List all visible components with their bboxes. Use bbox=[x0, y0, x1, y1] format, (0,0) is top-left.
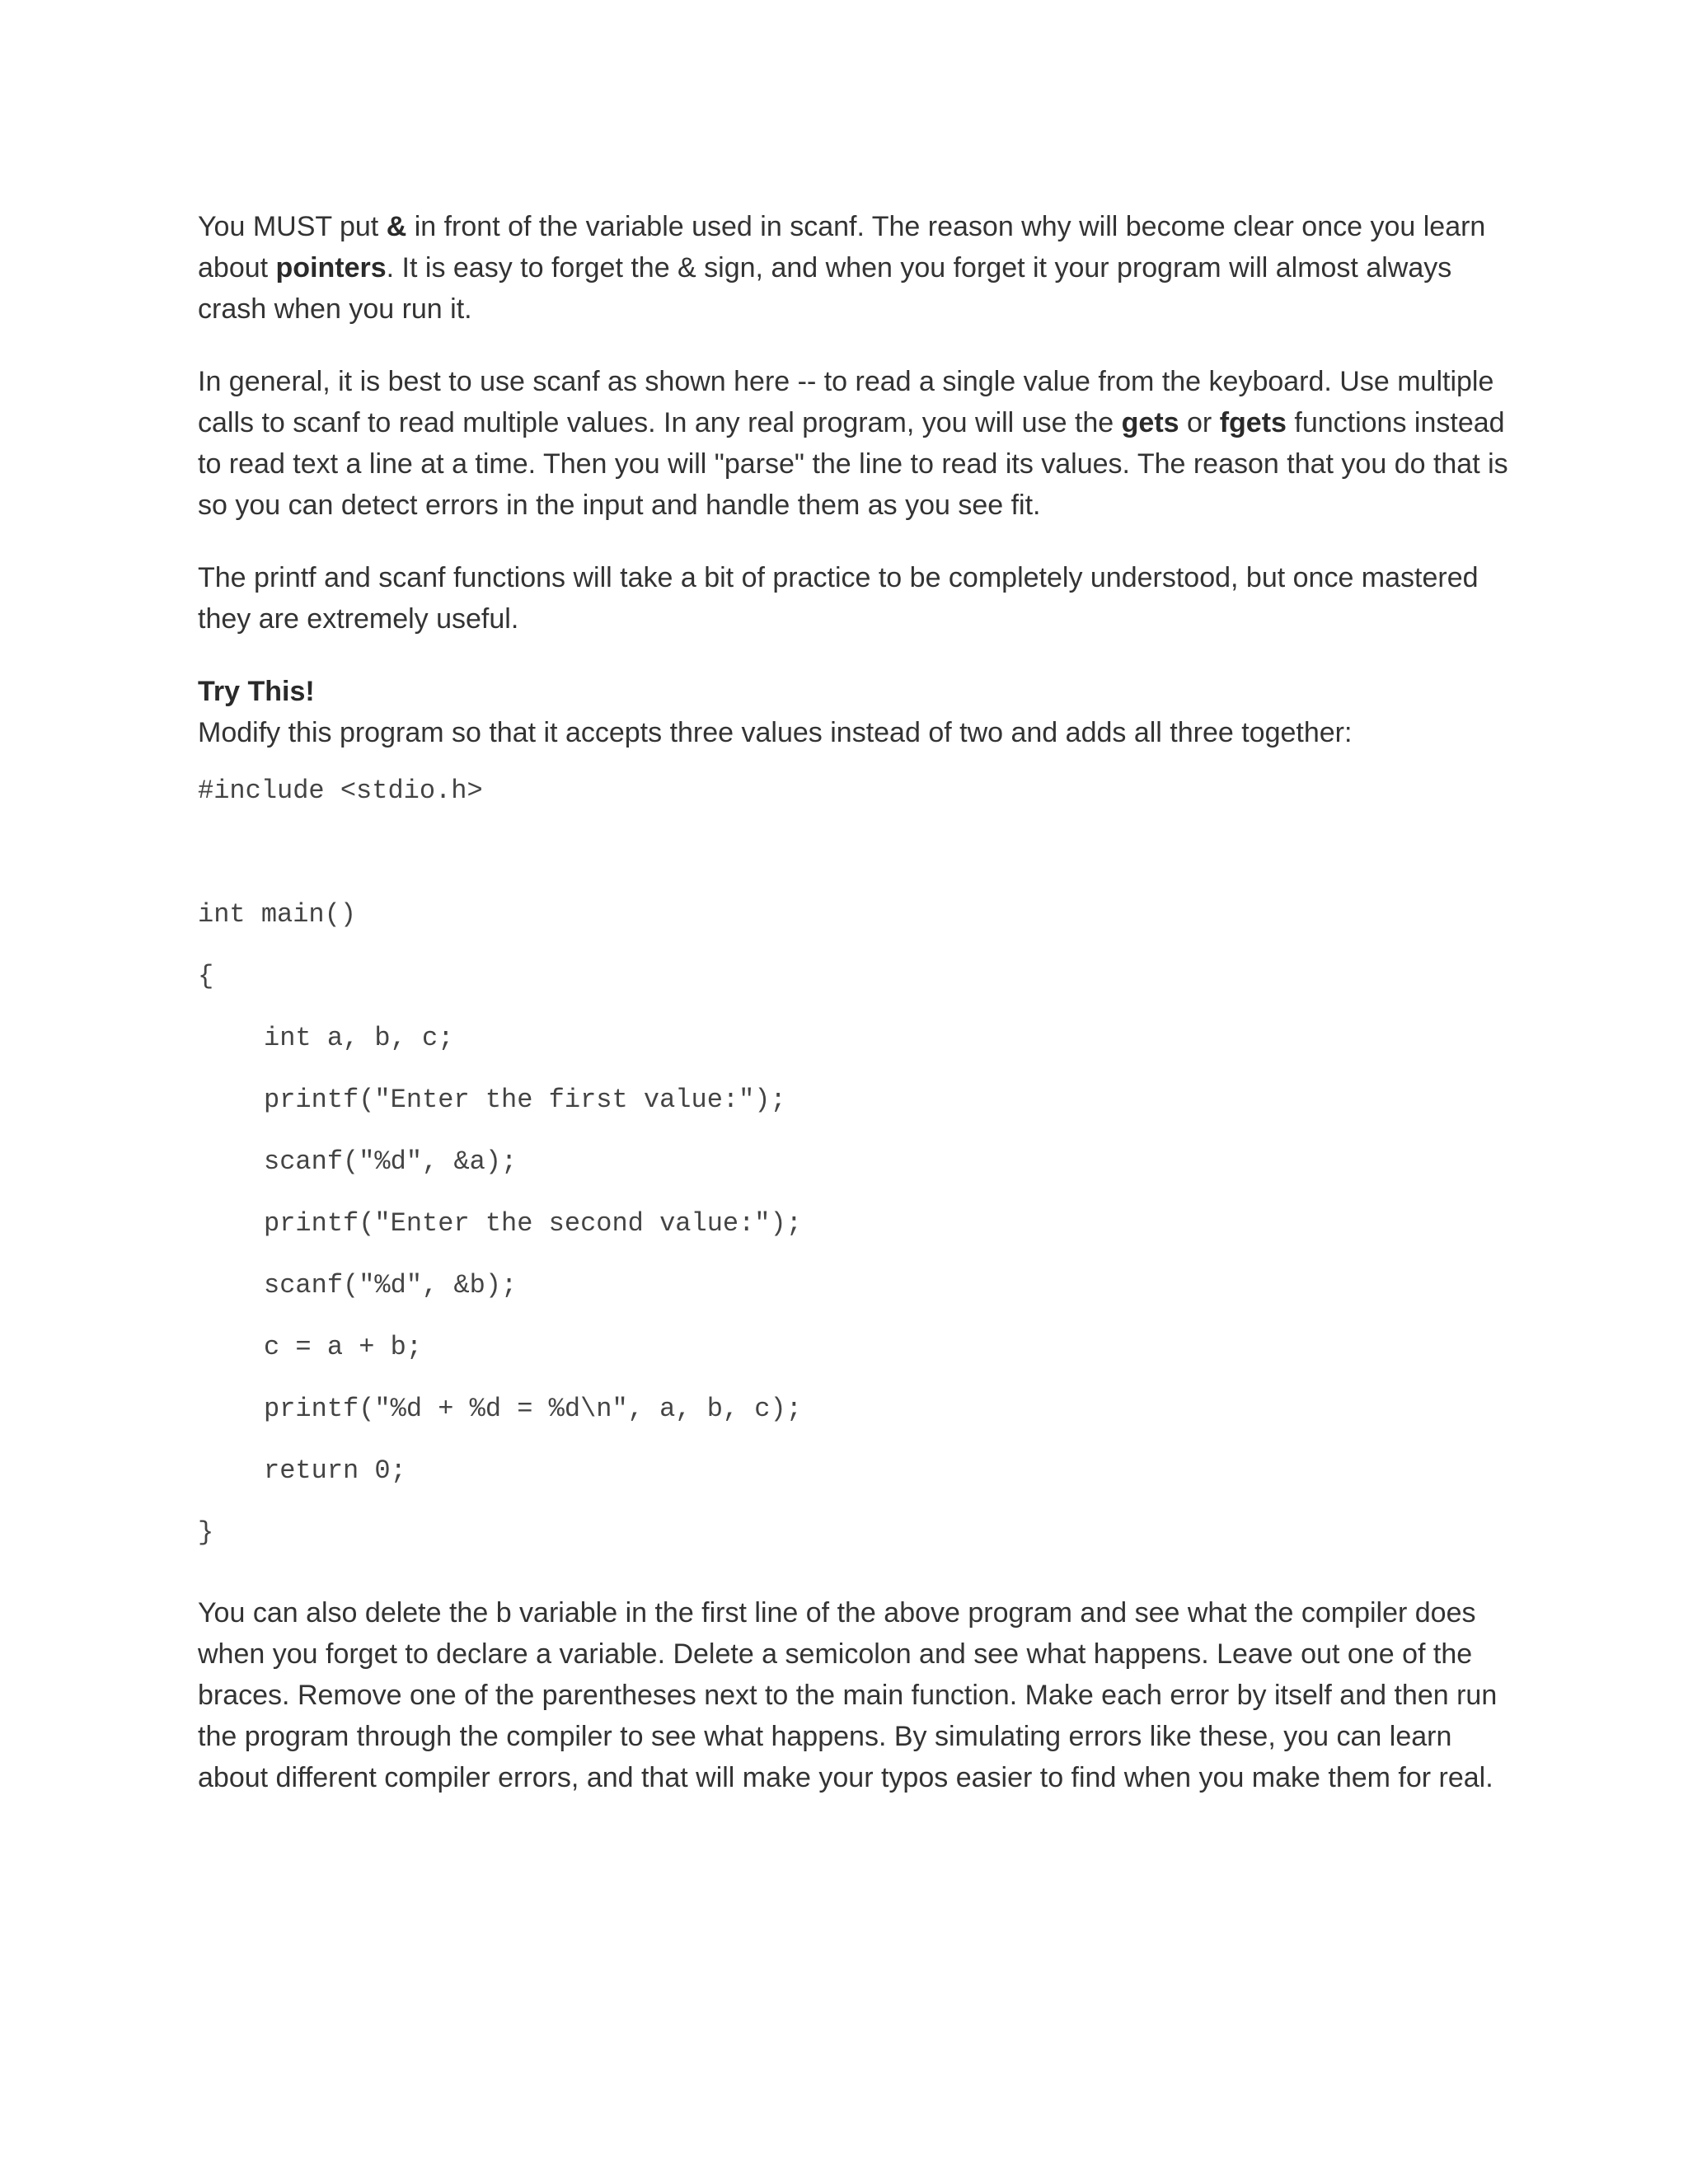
paragraph-scanf-usage bbox=[198, 361, 1508, 526]
code-line: scanf("%d", &b); bbox=[264, 1270, 518, 1301]
paragraph-scanf-ampersand bbox=[198, 206, 1508, 330]
code-line: printf("Enter the first value:"); bbox=[264, 1085, 786, 1115]
code-blank-line bbox=[198, 838, 1508, 900]
text: . It is easy to forget the & sign, and when you forget it your program will almost always crash when you run it. bbox=[198, 252, 1452, 325]
code-line: scanf("%d", &a); bbox=[264, 1146, 518, 1177]
bold-ampersand: & bbox=[386, 211, 407, 242]
code-line: int a, b, c; bbox=[264, 1023, 454, 1053]
code-line-main: int main() bbox=[198, 899, 357, 930]
try-this-description: Modify this program so that it accepts three values instead of two and adds all three together: bbox=[198, 717, 1353, 748]
code-line: return 0; bbox=[264, 1455, 406, 1486]
text: in front of the variable used in scanf. The reason why will become clear once you learn about bbox=[198, 211, 1486, 284]
text: functions instead to read text a line at a time. Then you will "parse" the line to read its values. The reason that you do that is so you can detect errors in the input and handle them as you see fit. bbox=[198, 407, 1508, 521]
text: or bbox=[1179, 407, 1220, 438]
code-line: printf("Enter the second value:"); bbox=[264, 1208, 802, 1239]
paragraph-practice: The printf and scanf functions will take a bit of practice to be completely understood, but once mastered they are extremely useful. bbox=[198, 562, 1479, 635]
code-block bbox=[198, 776, 1508, 1551]
paragraph-simulate-errors: You can also delete the b variable in the first line of the above program and see what the compiler does when you forget to declare a variable. Delete a semicolon and see what happens. Leave out one of the braces. Remove one of the parentheses next to the main function. Make each error by itself and then run the program through the compiler to see what happens. By simulating errors like these, you can learn about different compiler errors, and that will make your typos easier to find when you make them for real. bbox=[198, 1597, 1498, 1793]
bold-gets: gets bbox=[1121, 407, 1179, 438]
code-line: printf("%d + %d = %d\n", a, b, c); bbox=[264, 1394, 802, 1424]
document-page bbox=[198, 206, 1508, 1830]
code-line-include: #include <stdio.h> bbox=[198, 776, 483, 806]
bold-fgets: fgets bbox=[1219, 407, 1287, 438]
code-line-close-brace: } bbox=[198, 1517, 214, 1548]
text: You MUST put bbox=[198, 211, 387, 242]
code-line: c = a + b; bbox=[264, 1332, 423, 1362]
text: In general, it is best to use scanf as shown here -- to read a single value from the keyboard. Use multiple calls to scanf to read multiple values. In any real program, you will use the bbox=[198, 366, 1494, 438]
bold-pointers: pointers bbox=[275, 252, 387, 284]
try-this-heading: Try This! bbox=[198, 676, 315, 707]
code-line-open-brace: { bbox=[198, 961, 214, 991]
